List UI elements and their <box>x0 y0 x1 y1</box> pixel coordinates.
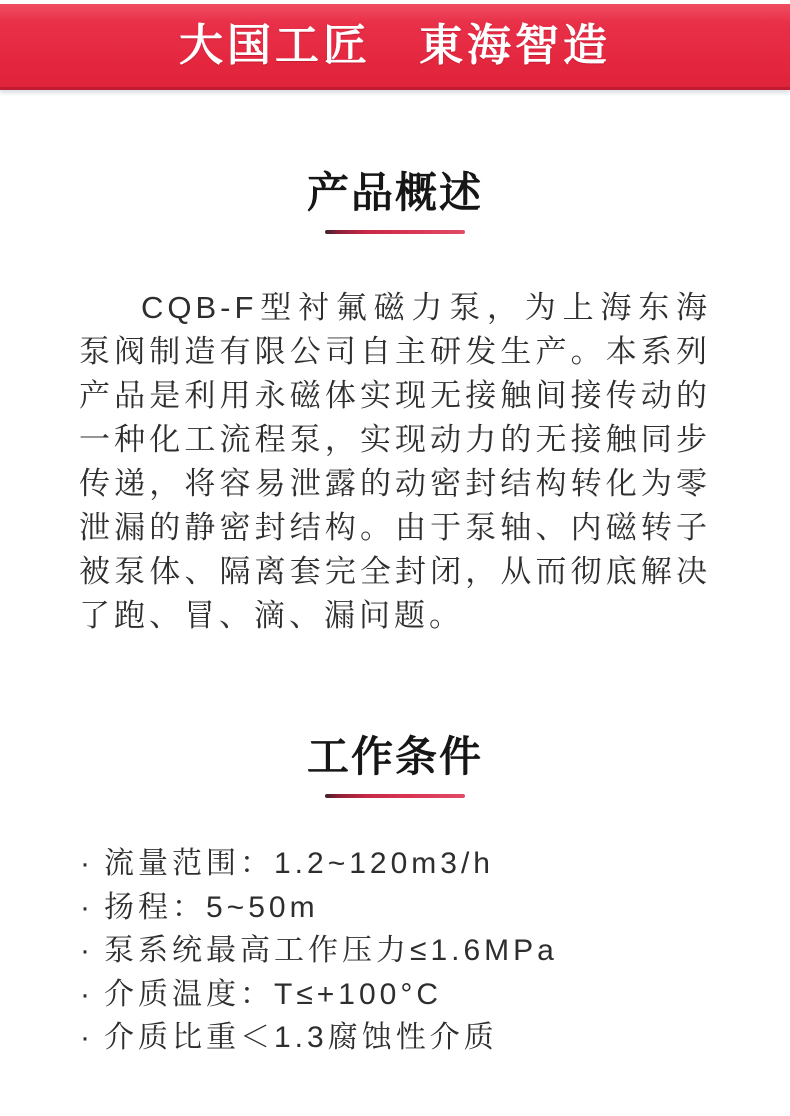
spec-item-flow-range <box>80 842 740 886</box>
bullet-dot-icon: · <box>80 977 94 1011</box>
spec-text-flow-range: 流量范围：1.2~120m3/h <box>104 847 494 880</box>
spec-item-medium-density <box>80 1016 740 1060</box>
product-page <box>0 4 790 1060</box>
spec-text-head: 扬程：5~50m <box>104 890 319 924</box>
spec-item-medium-temperature <box>80 973 740 1017</box>
bullet-dot-icon: · <box>80 847 94 880</box>
working-conditions-title-underline <box>325 794 465 798</box>
spec-item-max-pressure <box>80 929 740 973</box>
spec-text-medium-density: 介质比重＜1.3腐蚀性介质 <box>104 1021 498 1054</box>
section-working-conditions <box>0 733 790 1060</box>
banner-title: 大国工匠 東海智造 <box>179 20 611 70</box>
bullet-dot-icon: · <box>80 934 94 967</box>
spec-text-medium-temperature: 介质温度：T≤+100°C <box>104 977 443 1011</box>
spec-list <box>80 842 740 1060</box>
working-conditions-title: 工作条件 <box>306 733 483 780</box>
overview-title-underline <box>325 230 465 234</box>
overview-title: 产品概述 <box>306 169 483 216</box>
banner <box>0 4 790 90</box>
spec-text-max-pressure: 泵系统最高工作压力≤1.6MPa <box>104 934 558 967</box>
section-product-overview <box>0 169 790 638</box>
bullet-dot-icon: · <box>80 890 94 924</box>
overview-paragraph: CQB-F型衬氟磁力泵，为上海东海泵阀制造有限公司自主研发生产。本系列产品是利用永磁体实现无接触间接传动的一种化工流程泵，实现动力的无接触同步传递，将容易泄露的动密封结构转化为零泄漏的静密封结构。由于泵轴、内磁转子被泵体、隔离套完全封闭，从而彻底解决了跑、冒、滴、漏问题。 <box>79 290 711 633</box>
bullet-dot-icon: · <box>80 1021 94 1054</box>
spec-item-head <box>80 886 740 930</box>
